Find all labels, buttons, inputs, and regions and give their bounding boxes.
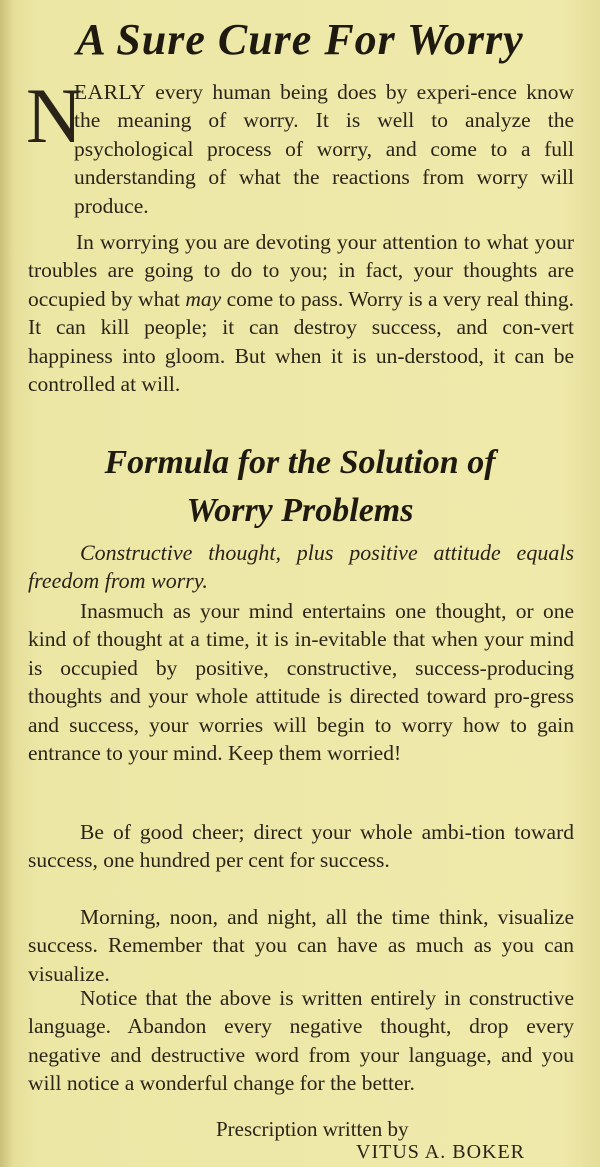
intro-paragraph-1 [26,72,574,220]
first-word-rest: EARLY [74,80,147,104]
formula-statement: Constructive thought, plus positive attitude equals freedom from worry. [28,540,574,594]
paragraph-cheer: Be of good cheer; direct your whole ambi-tion toward success, one hundred per cent for success. [28,820,574,873]
paragraph-visualize: Morning, noon, and night, all the time think, visualize success. Remember that you can have as much as you can visualize. [28,905,574,986]
signature-line: Prescription written by [216,1117,409,1141]
intro-paragraph-2 [28,228,574,398]
formula-heading-line-2: Worry Problems [186,492,414,529]
formula-heading-line-1: Formula for the Solution of [104,444,496,481]
intro-paragraph-2-emphasis: may [185,286,222,311]
intro-paragraph-1-text: every human being does by experi-ence know the meaning of worry. It is well to analyze the psychological process of worry, and come to a full understanding of what the reactions from worry will produce. [74,80,574,218]
intro-paragraph-2-part-a: In worrying you are devoting your attention to what your troubles are going to do to you; in fact, your thoughts are occupied by what [28,230,574,311]
drop-cap: N [26,72,83,159]
intro-paragraph-2-part-b: come to pass. Worry is a very real thing. It can kill people; it can destroy success, and con-vert happiness into gloom. But when it is un-derstood, it can be controlled at will. [28,286,574,397]
signature-name: VITUS A. BOKER [356,1141,526,1163]
paragraph-mind: Inasmuch as your mind entertains one thought, or one kind of thought at a time, it is in-evitable that when your mind is occupied by positive, constructive, success-producing thoughts and your whole attitude is directed toward pro-gress and success, your worries will begin to worry how to gain entrance to your mind. Keep them worried! [28,599,574,766]
document-title: A Sure Cure For Worry [76,15,524,64]
paragraph-language: Notice that the above is written entirely in constructive language. Abandon every negative thought, drop every negative and destructive word from your language, and you will notice a wonderful change for the better. [28,986,574,1096]
